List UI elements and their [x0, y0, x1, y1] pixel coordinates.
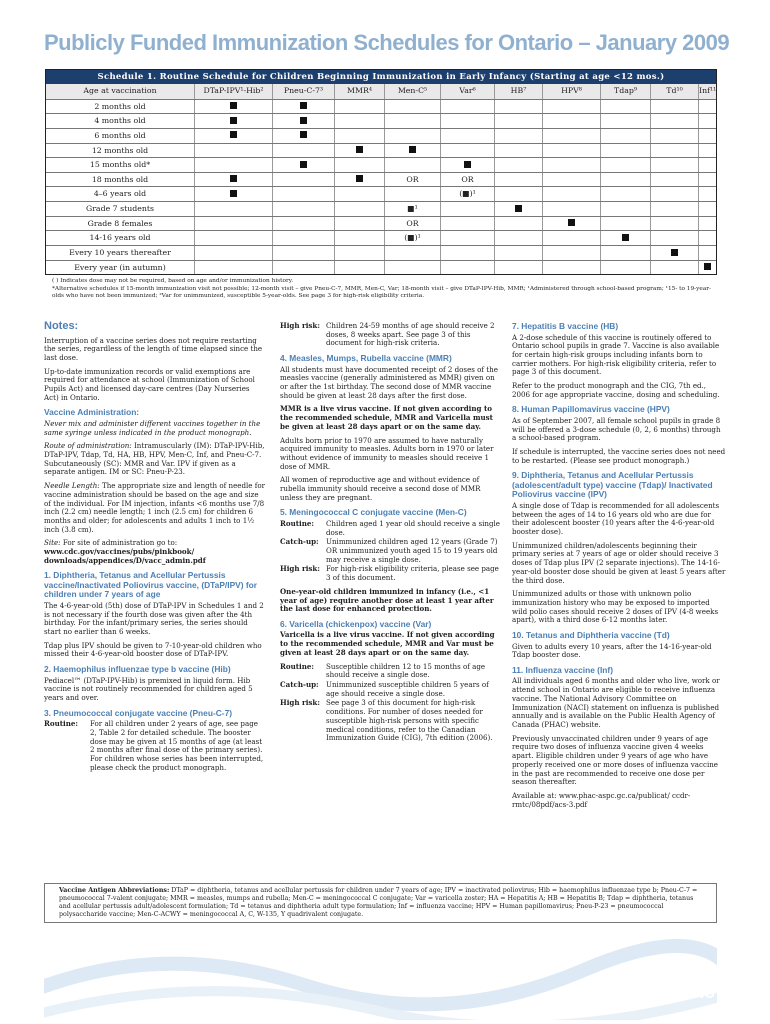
table-cell: Every year (in autumn): [74, 262, 166, 272]
dose-marker: [334, 173, 384, 187]
dose-marker: [440, 158, 494, 172]
table-cell: [272, 261, 334, 275]
table-cell: [440, 202, 494, 216]
table-cell: ■¹: [384, 202, 440, 216]
page-title: Publicly Funded Immunization Schedules for Ontario – January 2009: [44, 30, 730, 55]
schedule-notes: [52, 278, 720, 301]
table-cell: [272, 231, 334, 245]
table-cell: [440, 246, 494, 260]
column-header: Age at vaccination: [83, 86, 157, 95]
table-cell: [698, 187, 716, 201]
dose-square-icon: [300, 161, 307, 168]
table-cell: [440, 217, 494, 231]
label: Needle Length:: [44, 481, 100, 491]
table-cell: [272, 187, 334, 201]
table-cell: [440, 231, 494, 245]
table-cell: [384, 100, 440, 114]
table-cell: [494, 114, 542, 128]
table-cell: [542, 246, 600, 260]
table-cell: [194, 246, 272, 260]
note-paragraph: A 2-dose schedule of this vaccine is routinely offered to Ontario school pupils in grade 7. Vaccine is also available for certain high-risk groups including infants born to carrier mothers. For high-risk eligibility criteria, refer to page 3 of this document.: [512, 332, 720, 377]
table-cell: Grade 7 students: [85, 204, 155, 214]
note-paragraph: All women of reproductive age and without evidence of rubella immunity should receive a second dose of MMR unless they are pregnant.: [280, 475, 481, 502]
table-cell: 15 months old*: [89, 160, 151, 170]
table-cell: [440, 114, 494, 128]
table-cell: [600, 246, 650, 260]
section-heading: Vaccine Administration:: [44, 407, 140, 418]
note-paragraph: Unimmunized children/adolescents beginning their primary series at 7 years of age or older should receive 3 doses of Tdap plus IPV (2 separate injections). The 14-16-year-old booster dose should be given at least 5 years after the third dose.: [512, 540, 726, 585]
dose-marker: [272, 158, 334, 172]
table-row: [46, 113, 716, 128]
dose-square-icon: [230, 131, 237, 138]
table-row: [46, 99, 716, 114]
text: For site of administration go to:: [62, 538, 178, 548]
note-paragraph: All individuals aged 6 months and older who live, work or attend school in Ontario are eligible to receive influenza vaccine. The National Advisory Committee on Immunization (NACI) statement on influenza is published annually and is available on the Public Health Agency of Canada (PHAC) website.: [512, 676, 720, 729]
entry: Catch-up: Unimmunized children aged 12 years (Grade 7) OR unimmunized youth aged 15 to 19 years old may receive a single dose.: [280, 537, 498, 564]
table-cell: [194, 217, 272, 231]
table-cell: [494, 173, 542, 187]
table-cell: [494, 129, 542, 143]
table-cell: [542, 261, 600, 275]
dose-square-icon: [464, 161, 471, 168]
label: Site:: [44, 538, 61, 548]
note-paragraph: As of September 2007, all female school pupils in grade 8 will be offered a 3-dose schedule (0, 2, 6 months) through a school-based program.: [512, 415, 721, 443]
dose-marker: [194, 114, 272, 128]
entry: Routine: Susceptible children 12 to 15 months of age should receive a single dose.: [280, 661, 486, 680]
table-cell: [542, 144, 600, 158]
note-paragraph: If schedule is interrupted, the vaccine series does not need to be restarted. (Please see product monograph.): [512, 447, 726, 465]
section-heading: 3. Pneumococcal conjugate vaccine (Pneu-C-7): [44, 707, 233, 718]
entry: Routine: For all children under 2 years of age, see page 2, Table 2 for detailed schedule. The booster dose may be given at 15 months of age (at least 2 months after final dose of the primary series). For children whose series has been interrupted, please check the product monograph.: [44, 719, 264, 772]
dose-square-icon: [704, 263, 711, 270]
table-cell: OR: [384, 217, 440, 231]
notes-column-1: [44, 322, 266, 774]
table-cell: [542, 202, 600, 216]
table-cell: [542, 231, 600, 245]
table-cell: [440, 144, 494, 158]
note-paragraph: All students must have documented receipt of 2 doses of the measles vaccine (generally administered as MMR) given on or after the 1st birthday. The second dose of MMR vaccine should be given at least 28 days after the first dose.: [280, 364, 498, 400]
column-header: HPV⁸: [542, 84, 600, 99]
table-cell: [494, 144, 542, 158]
table-cell: (■)¹: [440, 187, 494, 201]
table-cell: Grade 8 females: [87, 218, 153, 228]
entry: Routine: Children aged 1 year old should receive a single dose.: [280, 518, 501, 537]
schedule-note-2: *Alternative schedules if 15-month immunization visit not possible; 12-month visit – give Pneu-C-7, MMR, Men-C, Var; 18-month visit – give DTaP-IPV-Hib, MMR; ¹Administered through school-based program; ¹15- to 19-year-olds who have not been immunized; ²Var for unimmunized, susceptible 5-year-olds. See page 3 for high-risk eligibility criteria.: [52, 285, 712, 300]
table-cell: [698, 100, 716, 114]
table-header-row: [46, 84, 716, 99]
table-cell: [384, 129, 440, 143]
table-cell: [194, 202, 272, 216]
dose-square-icon: [300, 102, 307, 109]
table-cell: OR: [440, 173, 494, 187]
section-heading: 2. Haemophilus influenzae type b vaccine (Hib): [44, 664, 231, 675]
table-cell: [334, 231, 384, 245]
table-cell: [334, 129, 384, 143]
table-cell: [600, 114, 650, 128]
site-link[interactable]: www.cdc.gov/vaccines/pubs/pinkbook/ downloads/appendices/D/vacc_admin.pdf: [44, 547, 206, 565]
dose-marker: [334, 144, 384, 158]
dose-square-icon: [300, 117, 307, 124]
table-cell: [650, 217, 698, 231]
entry: High risk: Children 24-59 months of age should receive 2 doses, 8 weeks apart. See page 3 of this document for high-risk criteria.: [280, 321, 495, 348]
table-cell: [272, 173, 334, 187]
dose-marker: [194, 129, 272, 143]
dose-marker: [272, 129, 334, 143]
table-row: [46, 157, 716, 172]
table-cell: Every 10 years thereafter: [69, 248, 171, 258]
dose-marker: [600, 231, 650, 245]
column-header: MMR⁴: [334, 84, 384, 99]
note-paragraph: Never mix and administer different vaccines together in the same syringe unless indicated in the product monograph.: [44, 418, 261, 437]
dose-square-icon: [568, 219, 575, 226]
table-cell: [440, 261, 494, 275]
table-cell: [194, 144, 272, 158]
table-cell: [542, 158, 600, 172]
table-cell: [698, 246, 716, 260]
note-paragraph: Tdap plus IPV should be given to 7-10-year-old children who missed their 4-6-year-old booster dose of DTaP-IPV.: [44, 640, 262, 659]
table-cell: [600, 129, 650, 143]
table-cell: [650, 261, 698, 275]
dose-marker: [272, 114, 334, 128]
dose-marker: [698, 261, 716, 275]
table-cell: 2 months old: [94, 101, 146, 111]
column-header: Pneu-C-7³: [272, 84, 334, 99]
table-cell: [440, 129, 494, 143]
column-header: Tdap⁹: [600, 84, 650, 99]
table-row: [46, 128, 716, 143]
table-cell: [600, 261, 650, 275]
table-cell: [334, 114, 384, 128]
table-cell: [600, 173, 650, 187]
dose-square-icon: [230, 102, 237, 109]
note-paragraph: Previously unvaccinated children under 9 years of age require two doses of influenza vaccine given 4 weeks apart. Eligible children under 9 years of age who have properly received one or more doses of influenza vaccine in the past are recommended to receive one dose per season thereafter.: [512, 733, 718, 787]
table-cell: 14-16 years old: [89, 233, 151, 243]
table-cell: [384, 261, 440, 275]
table-cell: 4 months old: [94, 116, 146, 126]
table-cell: [600, 202, 650, 216]
table-cell: (■)¹: [384, 231, 440, 245]
dose-square-icon: [409, 146, 416, 153]
table-cell: [194, 231, 272, 245]
dose-marker: [542, 217, 600, 231]
table-row: [46, 172, 716, 187]
dose-marker: [194, 187, 272, 201]
table-cell: [334, 100, 384, 114]
section-heading: 6. Varicella (chickenpox) vaccine (Var): [280, 618, 432, 629]
table-cell: [272, 217, 334, 231]
dose-marker: [384, 144, 440, 158]
table-cell: [334, 217, 384, 231]
table-row: [46, 216, 716, 231]
table-cell: [698, 173, 716, 187]
table-cell: [650, 114, 698, 128]
table-row: [46, 245, 716, 260]
table-cell: [384, 158, 440, 172]
notes-heading: Notes:: [44, 320, 79, 332]
table-cell: [194, 158, 272, 172]
note-paragraph: [44, 442, 266, 477]
table-cell: [334, 202, 384, 216]
table-cell: [542, 100, 600, 114]
note-paragraph: Unimmunized adults or those with unknown polio immunization history who may be exposed to imported wild polio cases should receive 2 doses of IPV (4-8 weeks apart), with a third dose 6-12 months later.: [512, 589, 719, 625]
table-cell: [650, 173, 698, 187]
note-paragraph: One-year-old children immunized in infancy (i.e., <1 year of age) require another dose at least 1 year after the last dose for enhanced protection.: [280, 586, 494, 614]
section-heading: 5. Meningococcal C conjugate vaccine (Men-C): [280, 507, 467, 518]
note-paragraph: MMR is a live virus vaccine. If not given according to the recommended schedule, MMR and Varicella must be given at least 28 days apart or on the same day.: [280, 404, 493, 431]
section-heading: 1. Diphtheria, Tetanus and Acellular Pertussis vaccine/Inactivated Poliovirus vaccine, (DTaP/IPV) for children under 7 years of age: [44, 570, 258, 600]
note-paragraph: Refer to the product monograph and the CIG, 7th ed., 2006 for age appropriate vaccine, dosing and scheduling.: [512, 381, 720, 399]
column-header: DTaP-IPV¹-Hib²: [194, 84, 272, 99]
table-row: [46, 201, 716, 216]
table-cell: [698, 231, 716, 245]
abbreviations-text: DTaP = diphtheria, tetanus and acellular pertussis for children under 7 years of age; IPV = inactivated poliovirus; Hib = haemophilus influenzae type b; Pneu-C-7 = pneumococcal 7-valent conjugate; MMR = measles, mumps and rubella; Men-C = meningococcal C conjugate; Var = varicella zoster; HA = Hepatitis A; HB = Hepatitis B; Tdap = diphtheria, tetanus and acellular pertussis adult/adolescent formulation; Td = tetanus and diphtheria adult type formulation; Inf = influenza vaccine; HPV = Human papillomavirus; Pneu-P-23 = pneumococcal polysaccharide vaccine; Men-C-ACWY = meningococcal A, C, W-135, Y quadrivalent conjugate.: [59, 887, 698, 918]
table-cell: [698, 129, 716, 143]
table-cell: [650, 187, 698, 201]
table-cell: [600, 144, 650, 158]
text: Intramuscularly (IM): DTaP-IPV-Hib, DTaP-IPV, Tdap, Td, HA, HB, HPV, Men-C, Inf, and Pneu-C-7. Subcutaneously (SC): MMR and Var. IPV if given as a separate antigen. IM or SC: Pneu-P-23.: [44, 441, 265, 477]
dose-square-icon: [230, 175, 237, 182]
table-cell: [494, 246, 542, 260]
entry: High risk: See page 3 of this document for high-risk conditions. For number of doses needed for susceptible high-risk persons with specific medical conditions, refer to the Canadian Immunization Guide (CIG), 7th edition (2006).: [280, 698, 493, 743]
note-paragraph: Interruption of a vaccine series does not require restarting the series, regardless of the length of time elapsed since the last dose.: [44, 335, 263, 362]
notes-column-3: [512, 322, 726, 814]
table-cell: [542, 187, 600, 201]
table-cell: [698, 158, 716, 172]
note-paragraph: [44, 482, 266, 534]
table-cell: 18 months old: [91, 174, 149, 184]
table-cell: [698, 217, 716, 231]
table-cell: [334, 246, 384, 260]
column-header: Inf¹¹: [698, 84, 716, 99]
section-heading: 8. Human Papillomavirus vaccine (HPV): [512, 404, 670, 415]
abbreviations-label: Vaccine Antigen Abbreviations:: [59, 887, 170, 894]
entry: Catch-up: Unimmunized susceptible children 5 years of age should receive a single dose.: [280, 680, 489, 698]
table-cell: [600, 187, 650, 201]
dose-square-icon: [300, 131, 307, 138]
dose-marker: [194, 173, 272, 187]
dose-square-icon: [356, 175, 363, 182]
column-header: Td¹⁰: [650, 84, 698, 99]
table-cell: 4–6 years old: [93, 189, 147, 199]
notes-column-2: [280, 322, 500, 744]
table-cell: [650, 231, 698, 245]
table-cell: [650, 202, 698, 216]
section-heading: 11. Influenza vaccine (Inf): [512, 664, 613, 675]
table-row: [46, 143, 716, 158]
note-paragraph[interactable]: Available at: www.phac-aspc.gc.ca/publicat/ ccdr-rmtc/08pdf/acs-3.pdf: [512, 790, 691, 809]
entry: High risk: For high-risk eligibility criteria, please see page 3 of this document.: [280, 564, 499, 583]
note-paragraph: Given to adults every 10 years, after the 14-16-year-old Tdap booster dose.: [512, 641, 712, 660]
note-paragraph: Pediacel™ (DTaP-IPV-Hib) is premixed in liquid form. Hib vaccine is not routinely recommended for children aged 5 years and over.: [44, 675, 253, 703]
table-row: [46, 230, 716, 245]
dose-square-icon: [230, 190, 237, 197]
dose-marker: [272, 100, 334, 114]
label: Route of administration:: [44, 441, 132, 451]
table-cell: [494, 231, 542, 245]
dose-marker: [494, 202, 542, 216]
ontario-wordmark: Ontario: [653, 982, 715, 1002]
table-cell: [698, 202, 716, 216]
schedule-note-1: ( ) Indicates dose may not be required, based on age and/or immunization history.: [52, 278, 294, 284]
dose-square-icon: [622, 234, 629, 241]
table-row: [46, 260, 716, 275]
table-cell: [542, 129, 600, 143]
dose-square-icon: [671, 249, 678, 256]
note-paragraph: Adults born prior to 1970 are assumed to have naturally acquired immunity to measles. Adults born in 1970 or later without evidence of immunity to measles should receive 1 dose of MMR.: [280, 435, 494, 471]
section-heading: 7. Hepatitis B vaccine (HB): [512, 321, 619, 331]
table-cell: [494, 158, 542, 172]
dose-square-icon: [230, 117, 237, 124]
table-cell: [650, 144, 698, 158]
table-cell: [334, 187, 384, 201]
table-cell: [494, 100, 542, 114]
section-heading: 9. Diphtheria, Tetanus and Acellular Pertussis (adolescent/adult type) vaccine (Tdap)/ Inactivated Poliovirus vaccine (IPV): [512, 470, 713, 500]
schedule-table: [45, 69, 717, 275]
note-paragraph: A single dose of Tdap is recommended for all adolescents between the ages of 14 to 16 years old who are due for their adolescent booster (10 years after the 4-6-year-old booster dose).: [512, 500, 720, 537]
dose-marker: [650, 246, 698, 260]
table-cell: [440, 100, 494, 114]
table-cell: [600, 217, 650, 231]
table-cell: [494, 217, 542, 231]
table-cell: [698, 114, 716, 128]
table-cell: [600, 100, 650, 114]
table-cell: [384, 246, 440, 260]
table-cell: 6 months old: [94, 130, 146, 140]
dose-square-icon: [515, 205, 522, 212]
table-cell: [600, 158, 650, 172]
table-cell: [384, 114, 440, 128]
section-heading: 10. Tetanus and Diphtheria vaccine (Td): [512, 630, 670, 641]
table-cell: [272, 202, 334, 216]
abbreviations-box: [44, 883, 717, 923]
note-paragraph: Up-to-date immunization records or valid exemptions are required for attendance at school (Immunization of School Pupils Act) and licensed day-care centres (Day Nurseries Act) in Ontario.: [44, 366, 255, 402]
note-paragraph: [44, 539, 266, 565]
column-header: Men-C⁵: [384, 84, 440, 99]
table-cell: [494, 187, 542, 201]
table-cell: [272, 144, 334, 158]
table-cell: [650, 100, 698, 114]
table-cell: [334, 261, 384, 275]
table-cell: [194, 261, 272, 275]
table-cell: 12 months old: [91, 145, 149, 155]
column-header: HB⁷: [494, 84, 542, 99]
table-cell: [542, 114, 600, 128]
table-cell: [650, 129, 698, 143]
dose-marker: [194, 100, 272, 114]
section-heading: 4. Measles, Mumps, Rubella vaccine (MMR): [280, 353, 452, 364]
trillium-icon: [608, 958, 654, 1004]
schedule-header: Schedule 1. Routine Schedule for Children Beginning Immunization in Early Infancy (Starting at age <12 mos.): [46, 70, 716, 84]
table-cell: [494, 261, 542, 275]
table-cell: [384, 187, 440, 201]
table-cell: [698, 144, 716, 158]
table-row: [46, 186, 716, 201]
note-paragraph: Varicella is a live virus vaccine. If not given according to the recommended schedule, MMR and Var must be given at least 28 days apart or on the same day.: [280, 630, 495, 657]
note-paragraph: The 4-6-year-old (5th) dose of DTaP-IPV in Schedules 1 and 2 is not necessary if the fourth dose was given after the 4th birthday. For the infant/primary series, the series should start no earlier than 6 weeks.: [44, 600, 264, 637]
column-header: Var⁶: [440, 84, 494, 99]
table-cell: [542, 173, 600, 187]
table-cell: [272, 246, 334, 260]
table-cell: [334, 158, 384, 172]
table-cell: [650, 158, 698, 172]
text: The appropriate size and length of needle for vaccine administration should be based on the age and size of the individual. For IM injection, infants <6 months use 7/8 inch (2.2 cm) needle length; 1 inch (2.5 cm) for children 6 months and older; for adolescents and adults 1 inch to 1½ inch (3.8 cm).: [44, 481, 266, 534]
dose-square-icon: [356, 146, 363, 153]
table-cell: OR: [384, 173, 440, 187]
